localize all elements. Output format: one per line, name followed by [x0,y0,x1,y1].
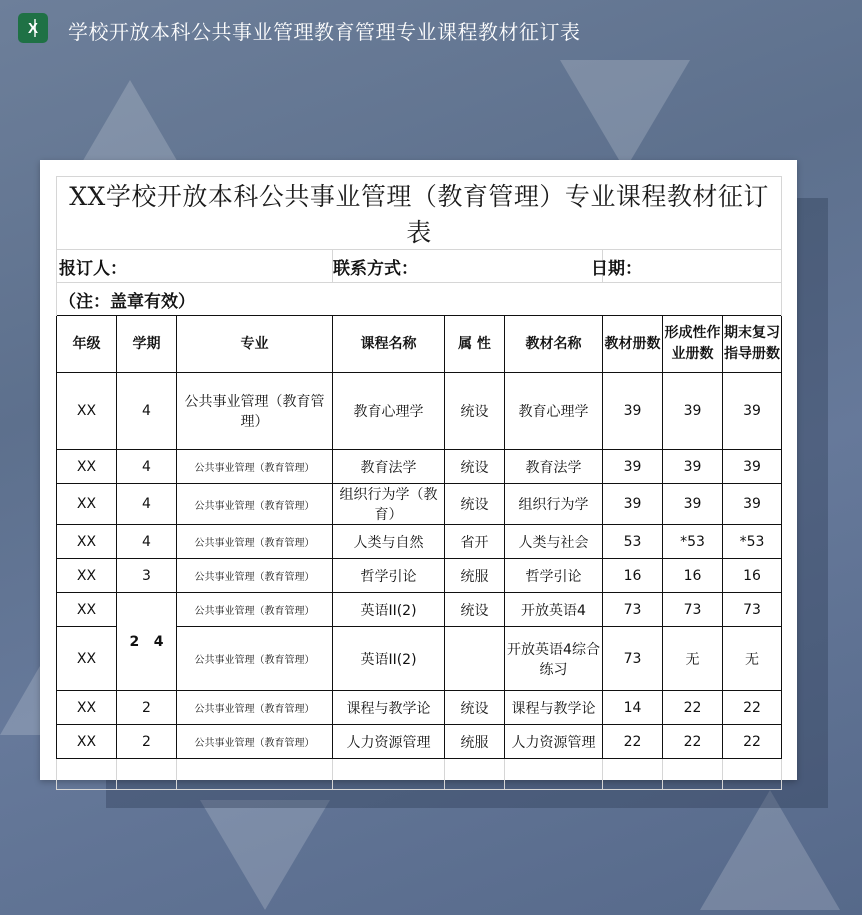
major-cell[interactable]: 公共事业管理（教育管理） [177,691,333,725]
grade-cell[interactable]: XX [57,484,117,525]
empty-cell[interactable] [603,759,663,790]
empty-cell[interactable] [117,759,177,790]
books-cell[interactable]: 22 [603,725,663,759]
book-cell[interactable]: 组织行为学 [505,484,603,525]
book-cell[interactable]: 人力资源管理 [505,725,603,759]
grade-cell[interactable]: XX [57,691,117,725]
date-label: 日期： [603,250,782,283]
attr-cell[interactable]: 统设 [445,484,505,525]
empty-cell[interactable] [445,759,505,790]
review-cell[interactable]: *53 [723,525,782,559]
major-cell[interactable]: 公共事业管理（教育管理） [177,525,333,559]
empty-row [57,759,782,790]
grade-cell[interactable]: XX [57,373,117,450]
review-cell[interactable]: 16 [723,559,782,593]
table-row [57,725,782,759]
header-cell: 教材册数 [603,316,663,373]
header-cell: 课程名称 [333,316,445,373]
header-cell: 属 性 [445,316,505,373]
books-cell[interactable]: 39 [603,450,663,484]
major-cell[interactable]: 公共事业管理（教育管理） [177,627,333,691]
term-cell[interactable]: 2 [117,691,177,725]
note-text: （注：盖章有效） [57,283,782,316]
header-cell: 期末复习指导册数 [723,316,782,373]
book-cell[interactable]: 开放英语4综合练习 [505,627,603,691]
course-cell[interactable]: 教育法学 [333,450,445,484]
table-row [57,559,782,593]
empty-cell[interactable] [177,759,333,790]
homework-cell[interactable]: *53 [663,525,723,559]
attr-cell[interactable] [445,627,505,691]
background-triangle [200,800,330,910]
term-cell[interactable]: 2 [117,725,177,759]
review-cell[interactable]: 22 [723,691,782,725]
attr-cell[interactable]: 统设 [445,691,505,725]
spreadsheet-page [40,160,797,780]
header-cell: 专业 [177,316,333,373]
course-cell[interactable]: 课程与教学论 [333,691,445,725]
course-cell[interactable]: 英语II(2) [333,593,445,627]
header-cell: 形成性作业册数 [663,316,723,373]
grade-cell[interactable]: XX [57,525,117,559]
books-cell[interactable]: 14 [603,691,663,725]
table-header-row [57,316,782,373]
table-row [57,525,782,559]
term-cell[interactable]: 3 [117,559,177,593]
grade-cell[interactable]: XX [57,627,117,691]
header-cell: 教材名称 [505,316,603,373]
attr-cell[interactable]: 统服 [445,559,505,593]
book-cell[interactable]: 人类与社会 [505,525,603,559]
book-cell[interactable]: 教育心理学 [505,373,603,450]
major-cell[interactable]: 公共事业管理（教育管理） [177,725,333,759]
course-cell[interactable]: 教育心理学 [333,373,445,450]
major-cell[interactable]: 公共事业管理（教育管理） [177,450,333,484]
homework-cell[interactable]: 39 [663,450,723,484]
books-cell[interactable]: 73 [603,593,663,627]
table-row [57,484,782,525]
course-cell[interactable]: 英语II(2) [333,627,445,691]
homework-cell[interactable]: 39 [663,373,723,450]
homework-cell[interactable]: 无 [663,627,723,691]
empty-cell[interactable] [333,759,445,790]
course-cell[interactable]: 哲学引论 [333,559,445,593]
review-cell[interactable]: 39 [723,373,782,450]
order-form-table [56,176,782,790]
table-row [57,593,782,627]
homework-cell[interactable]: 16 [663,559,723,593]
grade-cell[interactable]: XX [57,725,117,759]
books-cell[interactable]: 16 [603,559,663,593]
term-cell[interactable]: 4 [117,525,177,559]
book-cell[interactable]: 教育法学 [505,450,603,484]
homework-cell[interactable]: 22 [663,725,723,759]
homework-cell[interactable]: 22 [663,691,723,725]
attr-cell[interactable]: 省开 [445,525,505,559]
review-cell[interactable]: 22 [723,725,782,759]
term-cell[interactable]: 4 [117,373,177,450]
books-cell[interactable]: 39 [603,373,663,450]
major-cell[interactable]: 公共事业管理（教育管理） [177,484,333,525]
review-cell[interactable]: 39 [723,450,782,484]
review-cell[interactable]: 39 [723,484,782,525]
header-cell: 年级 [57,316,117,373]
course-cell[interactable]: 组织行为学（教育） [333,484,445,525]
term-cell[interactable]: 4 [117,484,177,525]
table-row [57,691,782,725]
book-cell[interactable]: 开放英语4 [505,593,603,627]
reporter-label: 报订人： [57,250,333,283]
term-cell-merged[interactable]: 2 4 [117,593,177,691]
empty-cell[interactable] [505,759,603,790]
excel-icon[interactable]: X [18,13,48,43]
empty-cell[interactable] [723,759,782,790]
books-cell[interactable]: 39 [603,484,663,525]
books-cell[interactable]: 53 [603,525,663,559]
table-row [57,373,782,450]
major-cell[interactable]: 公共事业管理（教育管理） [177,593,333,627]
review-cell[interactable]: 73 [723,593,782,627]
window-title: 学校开放本科公共事业管理教育管理专业课程教材征订表 [68,20,581,44]
contact-label: 联系方式： [333,250,603,283]
term-cell[interactable]: 4 [117,450,177,484]
homework-cell[interactable]: 73 [663,593,723,627]
table-row [57,450,782,484]
title-bar [0,0,862,60]
course-cell[interactable]: 人力资源管理 [333,725,445,759]
attr-cell[interactable]: 统服 [445,725,505,759]
major-cell[interactable]: 公共事业管理（教育管理） [177,373,333,450]
grade-cell[interactable]: XX [57,450,117,484]
books-cell[interactable]: 73 [603,627,663,691]
background-triangle [560,60,690,170]
homework-cell[interactable]: 39 [663,484,723,525]
grade-cell[interactable]: XX [57,559,117,593]
grade-cell[interactable]: XX [57,593,117,627]
course-cell[interactable]: 人类与自然 [333,525,445,559]
review-cell[interactable]: 无 [723,627,782,691]
empty-cell[interactable] [663,759,723,790]
attr-cell[interactable]: 统设 [445,373,505,450]
attr-cell[interactable]: 统设 [445,450,505,484]
header-cell: 学期 [117,316,177,373]
attr-cell[interactable]: 统设 [445,593,505,627]
book-cell[interactable]: 哲学引论 [505,559,603,593]
form-title: XX学校开放本科公共事业管理（教育管理）专业课程教材征订表 [57,177,782,250]
major-cell[interactable]: 公共事业管理（教育管理） [177,559,333,593]
background-triangle [700,790,840,910]
book-cell[interactable]: 课程与教学论 [505,691,603,725]
empty-cell[interactable] [57,759,117,790]
